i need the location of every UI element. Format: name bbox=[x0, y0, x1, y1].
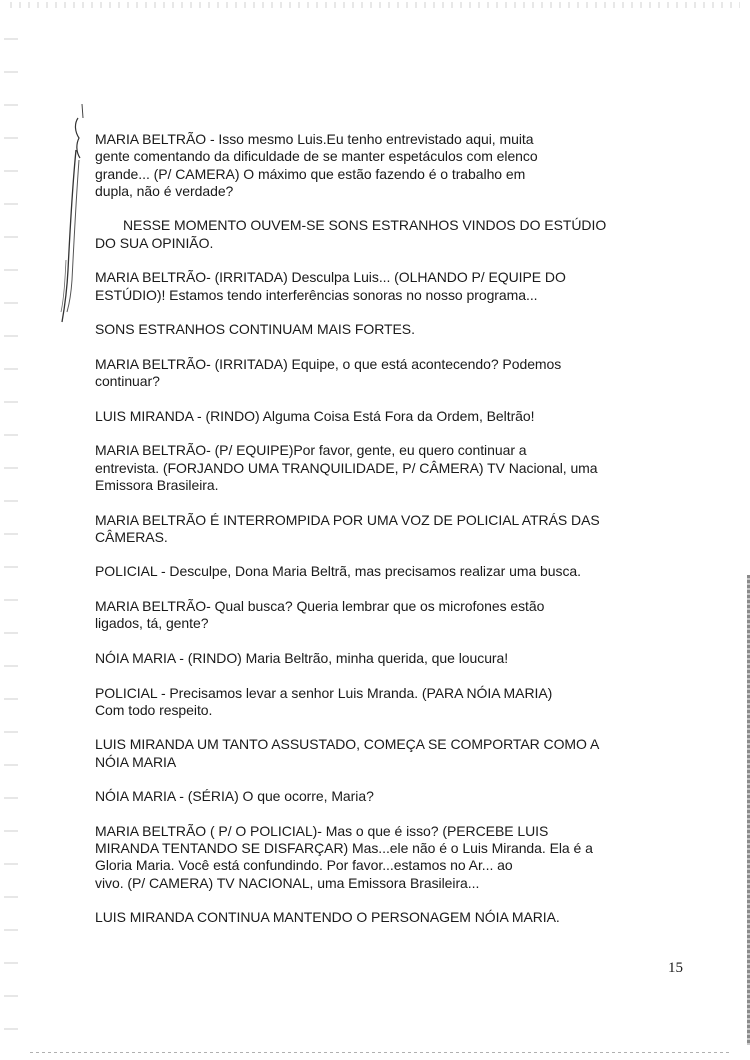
script-paragraph: POLICIAL - Desculpe, Dona Maria Beltrã, mas precisamos realizar uma busca. bbox=[95, 563, 581, 580]
script-body bbox=[95, 131, 655, 944]
script-paragraph: MARIA BELTRÃO- (IRRITADA) Desculpa Luis... (OLHANDO P/ EQUIPE DO ESTÚDIO)! Estamos tendo interferências sonoras no nosso programa... bbox=[95, 269, 566, 303]
script-paragraph: LUIS MIRANDA UM TANTO ASSUSTADO, COMEÇA SE COMPORTAR COMO A NÓIA MARIA bbox=[95, 736, 600, 770]
script-paragraph: MARIA BELTRÃO - Isso mesmo Luis.Eu tenho entrevistado aqui, muita gente comentando da dificuldade de se manter espetáculos com elenco grande... (P/ CAMERA) O máximo que estão fazendo é o trabalho em dupla, não é verdade? bbox=[95, 131, 538, 199]
page-number: 15 bbox=[668, 960, 683, 976]
script-paragraph: MARIA BELTRÃO É INTERROMPIDA POR UMA VOZ DE POLICIAL ATRÁS DAS CÂMERAS. bbox=[95, 511, 600, 545]
script-paragraph: NESSE MOMENTO OUVEM-SE SONS ESTRANHOS VINDOS DO ESTÚDIO DO SUA OPINIÃO. bbox=[95, 217, 607, 251]
script-paragraph: MARIA BELTRÃO- (IRRITADA) Equipe, o que está acontecendo? Podemos continuar? bbox=[95, 355, 562, 390]
script-paragraph: MARIA BELTRÃO- (P/ EQUIPE)Por favor, gente, eu quero continuar a entrevista. (FORJANDO UMA TRANQUILIDADE, P/ CÂMERA) TV Nacional, uma Emissora Brasileira. bbox=[95, 442, 598, 493]
script-paragraph: LUIS MIRANDA CONTINUA MANTENDO O PERSONAGEM NÓIA MARIA. bbox=[95, 909, 560, 926]
script-paragraph: NÓIA MARIA - (SÉRIA) O que ocorre, Maria? bbox=[95, 788, 374, 805]
script-paragraph: LUIS MIRANDA - (RINDO) Alguma Coisa Está Fora da Ordem, Beltrão! bbox=[95, 407, 535, 424]
handwritten-margin-mark bbox=[56, 100, 86, 330]
scan-artifact-left bbox=[4, 20, 18, 1040]
script-paragraph: POLICIAL - Precisamos levar a senhor Luis Mranda. (PARA NÓIA MARIA) Com todo respeito. bbox=[95, 684, 553, 718]
scan-artifact-top bbox=[10, 2, 740, 8]
script-paragraph: SONS ESTRANHOS CONTINUAM MAIS FORTES. bbox=[95, 321, 415, 338]
script-paragraph: MARIA BELTRÃO ( P/ O POLICIAL)- Mas o que é isso? (PERCEBE LUIS MIRANDA TENTANDO SE DISFARÇAR) Mas...ele não é o Luis Miranda. Ela é a Gloria Maria. Você está confundindo. Por favor...estamos no Ar... ao vivo. (P/ CAMERA) TV NACIONAL, uma Emissora Brasileira... bbox=[95, 822, 593, 891]
scan-artifact-bottom bbox=[30, 1052, 730, 1053]
script-paragraph: NÓIA MARIA - (RINDO) Maria Beltrão, minha querida, que loucura! bbox=[95, 649, 509, 666]
script-paragraph: MARIA BELTRÃO- Qual busca? Queria lembrar que os microfones estão ligados, tá, gente? bbox=[95, 598, 545, 632]
